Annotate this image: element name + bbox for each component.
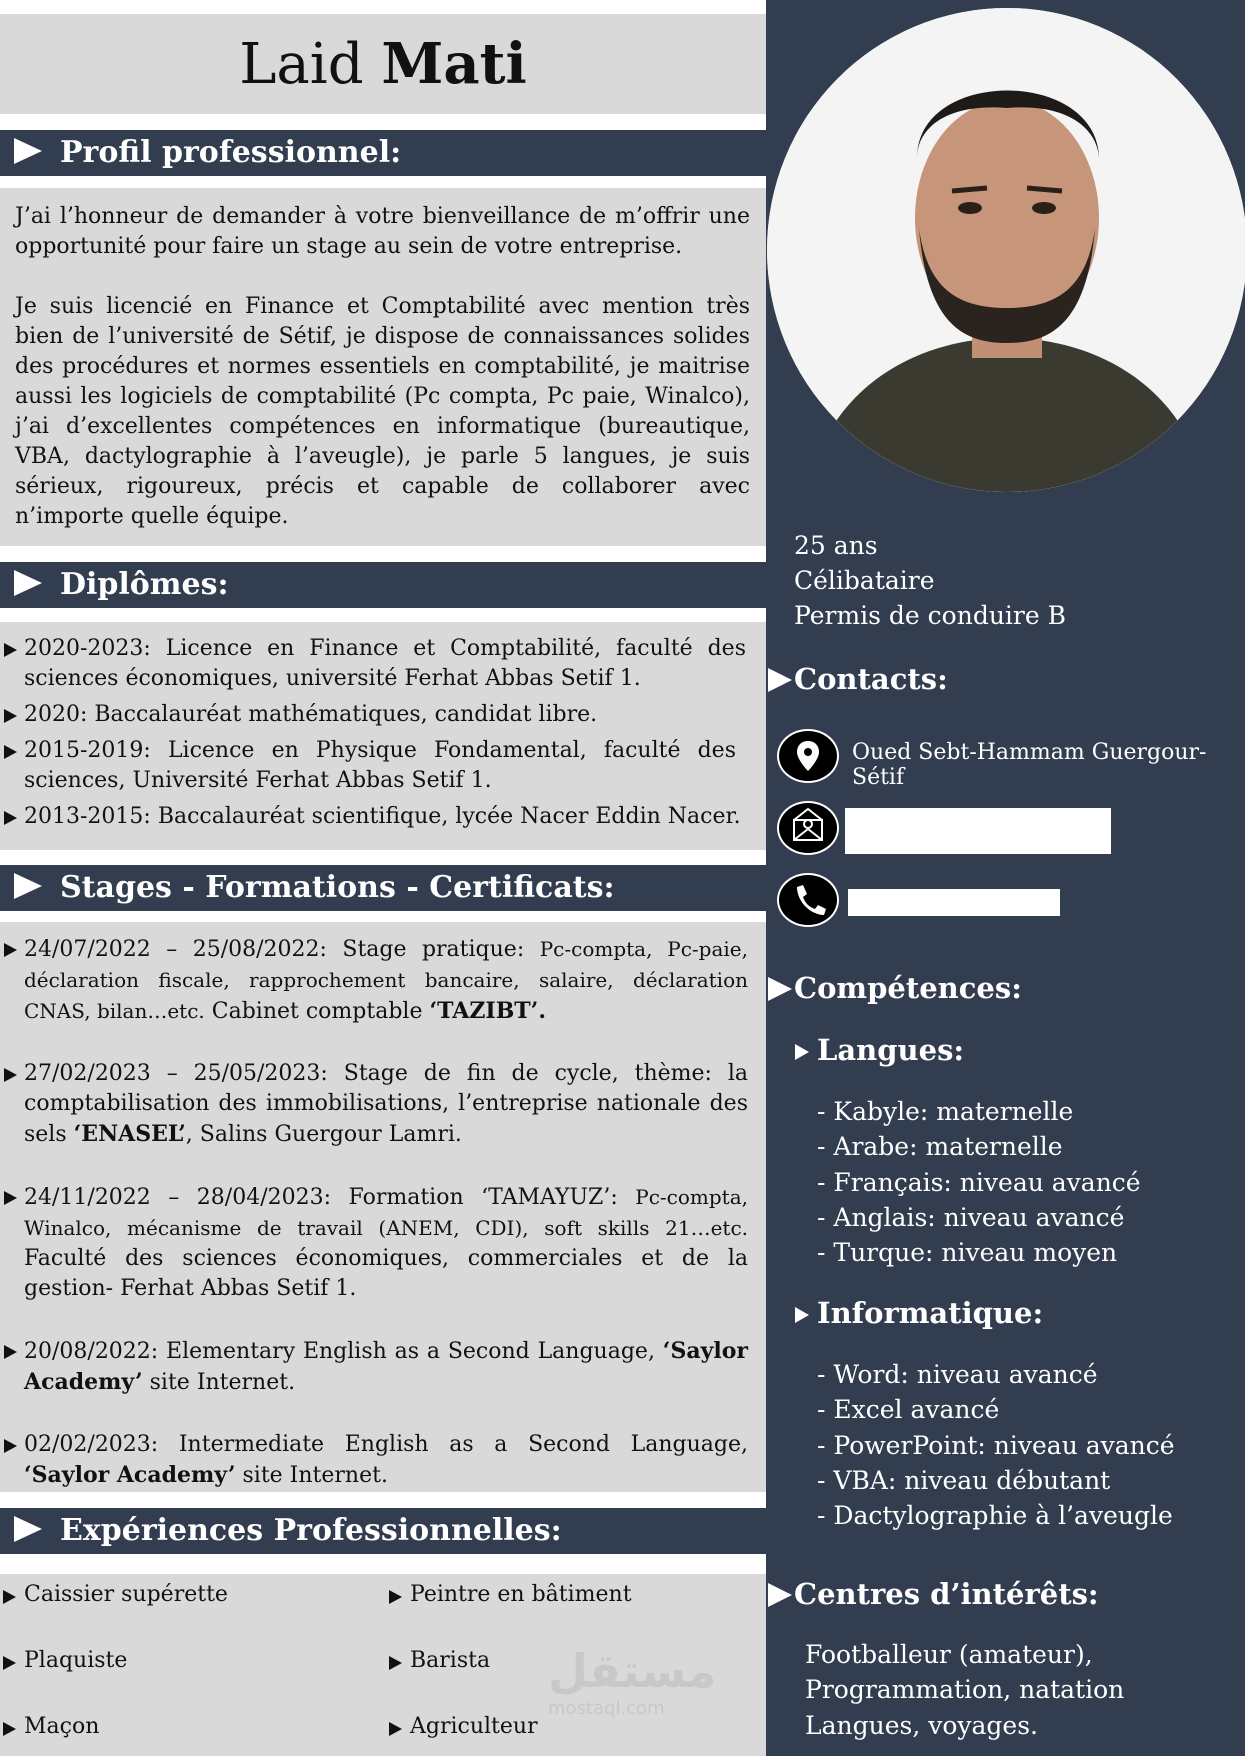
interets-heading: Centres d’intérêts:	[794, 1577, 1099, 1611]
list-item: Footballeur (amateur),	[805, 1640, 1093, 1669]
triangle-icon	[795, 1044, 809, 1060]
list-item: 2013-2015: Baccalauréat scientifique, lycée Nacer Eddin Nacer.	[0, 802, 746, 832]
list-item: - Arabe: maternelle	[817, 1132, 1063, 1162]
list-item: - Kabyle: maternelle	[817, 1097, 1074, 1126]
list-item: 24/11/2022 – 28/04/2023: Formation ‘TAMAYUZ’: Pc-compta, Winalco, mécanisme de travail (ANEM, CDI), soft skills 21…etc. Faculté des sciences économiques, commerciales et de la gestion- Ferhat Abbas Setif 1.	[0, 1182, 748, 1304]
list-item: Langues, voyages.	[805, 1710, 1039, 1740]
triangle-icon	[14, 138, 42, 164]
triangle-icon	[14, 570, 42, 596]
triangle-icon	[14, 1516, 42, 1542]
phone-icon	[777, 873, 839, 927]
list-item: 27/02/2023 – 25/05/2023: Stage de fin de cycle, thème: la comptabilisation des immobilisations, l’entreprise nationale des sels ‘ENASEL’, Salins Guergour Lamri.	[0, 1059, 748, 1150]
triangle-icon	[795, 1307, 809, 1323]
list-item: 2015-2019: Licence en Physique Fondamental, faculté des sciences, Université Ferhat Abbas Setif 1.	[0, 736, 746, 796]
informatique-heading: Informatique:	[817, 1296, 1043, 1330]
person-portrait-icon	[767, 8, 1245, 492]
section-experiences-header	[0, 1508, 766, 1554]
stages-panel	[0, 922, 766, 1492]
list-item: - Français: niveau avancé	[817, 1167, 1141, 1197]
section-title: Diplômes:	[60, 567, 229, 602]
section-title: Stages - Formations - Certificats:	[60, 870, 615, 905]
profil-panel	[0, 188, 766, 546]
list-item: 2020: Baccalauréat mathématiques, candidat libre.	[0, 700, 746, 730]
informatique-list	[817, 1357, 1175, 1533]
address-text: Oued Sebt-Hammam Guergour-Sétif	[852, 740, 1207, 790]
list-item: - Excel avancé	[817, 1395, 1000, 1425]
section-title: Expériences Professionnelles:	[60, 1513, 562, 1548]
triangle-icon	[14, 873, 42, 899]
phone-field	[848, 889, 1060, 916]
location-icon	[777, 729, 839, 783]
section-stages-header	[0, 865, 766, 911]
list-item: Programmation, natation	[805, 1675, 1125, 1705]
list-item: - Word: niveau avancé	[817, 1360, 1098, 1389]
triangle-icon	[768, 668, 792, 692]
section-diplomes-header	[0, 562, 766, 608]
list-item: 24/07/2022 – 25/08/2022: Stage pratique: Pc-compta, Pc-paie, déclaration fiscale, rapprochement bancaire, salaire, déclaration CNAS, bilan…etc. Cabinet comptable ‘TAZIBT’.	[0, 934, 748, 1027]
profile-photo	[767, 8, 1245, 492]
list-item: - Turque: niveau moyen	[817, 1238, 1118, 1268]
contacts-heading: Contacts:	[794, 662, 948, 696]
watermark-arabic: مستقل	[548, 1644, 717, 1698]
list-item: 20/08/2022: Elementary English as a Second Language, ‘Saylor Academy’ site Internet.	[0, 1336, 748, 1398]
diplomes-panel	[0, 622, 766, 850]
langues-heading: Langues:	[817, 1033, 964, 1067]
profil-paragraph-1: J’ai l’honneur de demander à votre bienveillance de m’offrir une opportunité pour faire un stage au sein de votre entreprise.	[15, 204, 750, 259]
triangle-icon	[768, 977, 792, 1001]
list-item: - PowerPoint: niveau avancé	[817, 1430, 1175, 1460]
watermark-latin: mostaql.com	[548, 1698, 665, 1719]
personal-info: 25 ans Célibataire Permis de conduire B	[794, 531, 1066, 630]
email-icon	[777, 801, 839, 855]
list-item: Caissier supérette	[0, 1582, 228, 1607]
section-profil-header	[0, 130, 766, 176]
email-field	[845, 808, 1111, 854]
list-item: - Dactylographie à l’aveugle	[817, 1501, 1173, 1531]
list-item: - VBA: niveau débutant	[817, 1465, 1111, 1495]
triangle-icon	[768, 1583, 792, 1607]
list-item: Agriculteur	[386, 1714, 538, 1739]
list-item: Maçon	[0, 1714, 99, 1739]
name-header	[0, 14, 766, 114]
profil-paragraph-2: Je suis licencié en Finance et Comptabilité avec mention très bien de l’université de Sétif, je dispose de connaissances solides des procédures et normes essentiels en comptabilité, je maitrise aussi les logiciels de comptabilité (Pc compta, Pc paie, Winalco), j’ai d’excellentes compétences en informatique (bureautique, VBA, dactylographie à l’aveugle), je parle 5 langues, je suis sérieux, rigoureux, précis et capable de collaborer avec n’importe quelle équipe.	[15, 294, 750, 529]
competences-heading: Compétences:	[794, 971, 1022, 1005]
list-item: Peintre en bâtiment	[386, 1582, 632, 1607]
section-title: Profil professionnel:	[60, 135, 402, 170]
interets-list	[805, 1637, 1124, 1743]
list-item: 02/02/2023: Intermediate English as a Second Language, ‘Saylor Academy’ site Internet.	[0, 1430, 748, 1491]
list-item: - Anglais: niveau avancé	[817, 1202, 1125, 1232]
experiences-panel	[0, 1574, 766, 1756]
list-item: Plaquiste	[0, 1648, 127, 1673]
langues-list	[817, 1094, 1141, 1270]
first-name: Laid	[239, 32, 364, 97]
list-item: 2020-2023: Licence en Finance et Comptabilité, faculté des sciences économiques, université Ferhat Abbas Setif 1.	[0, 634, 746, 694]
last-name: Mati	[381, 31, 527, 97]
list-item: Barista	[386, 1648, 490, 1673]
